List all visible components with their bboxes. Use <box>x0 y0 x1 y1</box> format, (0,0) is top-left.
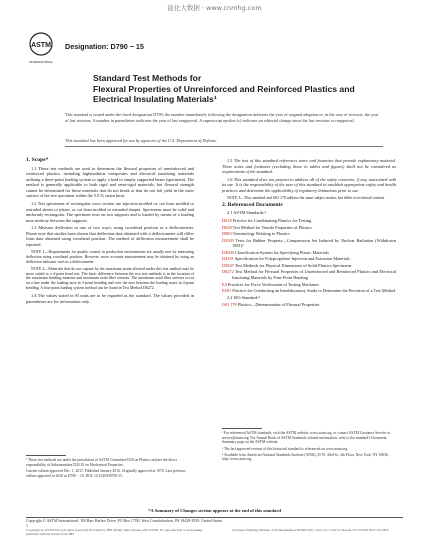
reference-link[interactable]: D4000 <box>222 249 234 255</box>
footnote-1: ¹ These test methods are under the jurisdiction of ASTM Committee D20 on Plastics and are the direct responsibility of Subcommittee D20.10 on Mechanical Properties. <box>26 458 177 467</box>
approved-note: This standard has been approved for use by agencies of the U.S. Department of Defense. <box>65 138 218 143</box>
reference-item <box>222 269 396 280</box>
reference-item <box>222 256 396 262</box>
reference-link[interactable]: D638 <box>222 224 232 230</box>
designation: Designation: D790 − 15 <box>65 42 144 51</box>
reference-link[interactable]: E691 <box>222 288 232 294</box>
reference-item <box>222 225 396 231</box>
reference-link[interactable]: ISO 178 <box>222 302 237 308</box>
right-column <box>222 158 396 309</box>
reference-title: Specification for Polypropylene Injection and Extrusion Materials <box>234 256 350 262</box>
paragraph-1-5: 1.5 The text of this standard references notes and footnotes that provide explanatory material. These notes and footnotes (excluding those in tables and figures) shall not be considered as requirements of the standard. <box>222 158 396 175</box>
footnotes-right <box>222 431 396 463</box>
note-3: NOTE 3—This standard and ISO 178 address the same subject matter, but differ in technical content. <box>227 195 385 200</box>
footnote-divider <box>222 428 262 429</box>
reference-item <box>222 218 396 224</box>
svg-text:ASTM: ASTM <box>31 42 51 49</box>
title-line-2: Flexural Properties of Unreinforced and Reinforced Plastics and Electrical Insulating Materials¹ <box>93 83 355 104</box>
license-text-right: Licensee=Zhejiang Institute of Standardization/5059671001, User=xx, x Not for Resale, 01/15/2016 00:31:34 MST <box>232 528 389 532</box>
svg-text:INTERNATIONAL: INTERNATIONAL <box>29 60 53 64</box>
astm-standards-heading: 2.1 ASTM Standards:² <box>227 210 267 216</box>
reference-item <box>222 288 396 294</box>
reference-item <box>222 250 396 256</box>
paragraph-1-1: 1.1 These test methods are used to determine the flexural properties of unreinforced and reinforced plastics, including highmodulus composites and electrical insulating materials utilizing a three-point loading system to apply a load to simply supported beam (specimen). The method is generally applicable to both rigid and semi-rigid materials, but flexural strength cannot be determined for those materials that do not break or that do not fail yield in the outer surface of the test specimen within the 5.0 % strain limit. <box>26 165 194 199</box>
reference-title: Terminology Relating to Plastics <box>232 231 290 237</box>
reference-title: Test Method for Tensile Properties of Plastics <box>232 224 312 230</box>
reference-title: Tests for Rubber Property—Compression Set Induced by Nuclear Radiation (Withdrawn 1981)³ <box>232 237 396 249</box>
reference-link[interactable]: D4101 <box>222 256 234 262</box>
footnote-divider <box>26 455 66 456</box>
footnotes-left <box>26 458 194 480</box>
reference-link[interactable]: E4 <box>222 281 227 287</box>
reference-title: Practices for Force Verification of Testing Machines <box>227 281 319 287</box>
divider <box>65 146 383 147</box>
section-heading-referenced-documents: 2. Referenced Documents <box>222 201 283 208</box>
reference-title: Plastics—Determination of Flexural Properties <box>237 302 320 308</box>
reference-title: Test Method for Flexural Properties of Unreinforced and Reinforced Plastics and Electrical Insulating Materials by Four-Point Bending <box>232 269 396 280</box>
iso-reference-list <box>222 302 396 308</box>
paragraph-1-4: 1.4 The values stated in SI units are to be regarded as the standard. The values provided in parentheses are for information only. <box>26 293 194 304</box>
reference-item <box>222 238 396 249</box>
reference-link[interactable]: D2309 <box>222 237 234 243</box>
note-1: NOTE 1—Requirements for quality control in production environments are usually met by measuring deflection using crosshead position. However, more accurate measurement may be obtained by using an deflection indicator such as a deflectometer. <box>26 249 194 264</box>
paragraph-1-3: 1.3 Measure deflection in one of two ways; using crosshead position or a deflectometer. Please note that studies have shown that deflection data obtained with a deflectometer will differ from data obtained using crosshead position. The method of deflection measurement shall be reported. <box>26 225 194 248</box>
reference-title: Practice for Conducting an Interlaboratory Study to Determine the Precision of a Test Method <box>232 288 396 294</box>
standard-note: This standard is issued under the fixed designation D790; the number immediately following the designation indicates the year of original adoption or, in the case of revision, the year of last revision. A number in parentheses indicates the year of last reapproval. A superscript epsilon (ε) indicates an editorial change since the last revision or reapproval. <box>65 112 379 123</box>
reference-link[interactable]: D883 <box>222 231 232 237</box>
reference-item <box>222 282 396 288</box>
reference-item <box>222 231 396 237</box>
footnote-4: ⁴ Available from American National Standards Institute (ANSI), 25 W. 43rd St., 4th Floor, New York, NY 10036, http://www.ansi.org. <box>222 452 389 462</box>
reference-item <box>222 263 396 269</box>
reference-title: Classification System for Specifying Plastic Materials <box>234 249 329 255</box>
section-heading-scope: 1. Scope* <box>26 157 49 163</box>
title-block <box>93 73 393 105</box>
reference-title: Test Methods for Physical Dimensions of Solid Plastics Specimens <box>234 262 352 268</box>
astm-logo-icon <box>28 32 54 66</box>
watermark-text: 能化大数据 · www.cnmhg.com <box>167 4 262 12</box>
footnote-1-edition: Current edition approved Dec. 1, 2015. Published January 2016. Originally approved in 1970. Last previous edition approved in 2010 as D790 − 10. DOI: 10.1520/D0790-15. <box>26 468 186 478</box>
page-number: 1 <box>26 524 28 528</box>
footnote-2: ² For referenced ASTM standards, visit the ASTM website, www.astm.org, or contact ASTM Customer Service at service@astm.org. For Annual Book of ASTM Standards volume information, refer to the standard's Document Summary page on the ASTM website. <box>222 431 390 445</box>
divider <box>26 517 403 518</box>
reference-item <box>222 302 396 308</box>
paragraph-1-6: 1.6 This standard does not purport to address all of the safety concerns, if any, associated with its use. It is the responsibility of the user of this standard to establish appropriate safety and health practices and determine the applicability of regulatory limitations prior to use. <box>222 176 396 193</box>
reference-list <box>222 218 396 294</box>
summary-of-changes-note: *A Summary of Changes section appears at the end of this standard <box>148 508 281 513</box>
reference-title: Practice for Conditioning Plastics for Testing <box>232 218 312 224</box>
license-text-left: Copyright by ASTM Int'l (all rights reserved); Provided by IHS Markit under license with ASTM. No reproduction or networking permitted without license from IHS <box>26 528 203 537</box>
reference-link[interactable]: D6272 <box>222 269 234 275</box>
title-line-1: Standard Test Methods for <box>93 73 202 83</box>
left-column <box>26 158 194 307</box>
copyright-line: Copyright © ASTM International, 100 Barr Harbor Drive, PO Box C700, West Conshohocken, PA 19428-2959. United States <box>26 519 222 523</box>
reference-link[interactable]: D618 <box>222 218 232 224</box>
iso-standard-heading: 2.2 ISO Standard:⁴ <box>227 294 260 300</box>
footnote-3: ³ The last approved version of this historical standard is referenced on www.astm.org. <box>222 446 349 451</box>
note-2: NOTE 2—Materials that do not rupture by the maximum strain allowed under this test method may be more suited to a 4-point bend test. The basic difference between the two test methods is in the location of the maximum bending moment and maximum axial fiber stresses. The maximum axial fiber stresses occur on a line under the loading nose in 3-point bending and over the area between the loading noses in 4-point bending. A four-point loading system method can be found in Test Method D6272. <box>26 266 194 291</box>
reference-link[interactable]: D5947 <box>222 262 234 268</box>
paragraph-1-2: 1.2 Test specimens of rectangular cross section are injection molded or, cut from molded or extruded sheets or plates, or cut from molded or extruded shapes. Specimens must be solid and uniformly rectangular. The specimen rests on two supports and is loaded by means of a loading nose midway between the supports. <box>26 201 194 223</box>
